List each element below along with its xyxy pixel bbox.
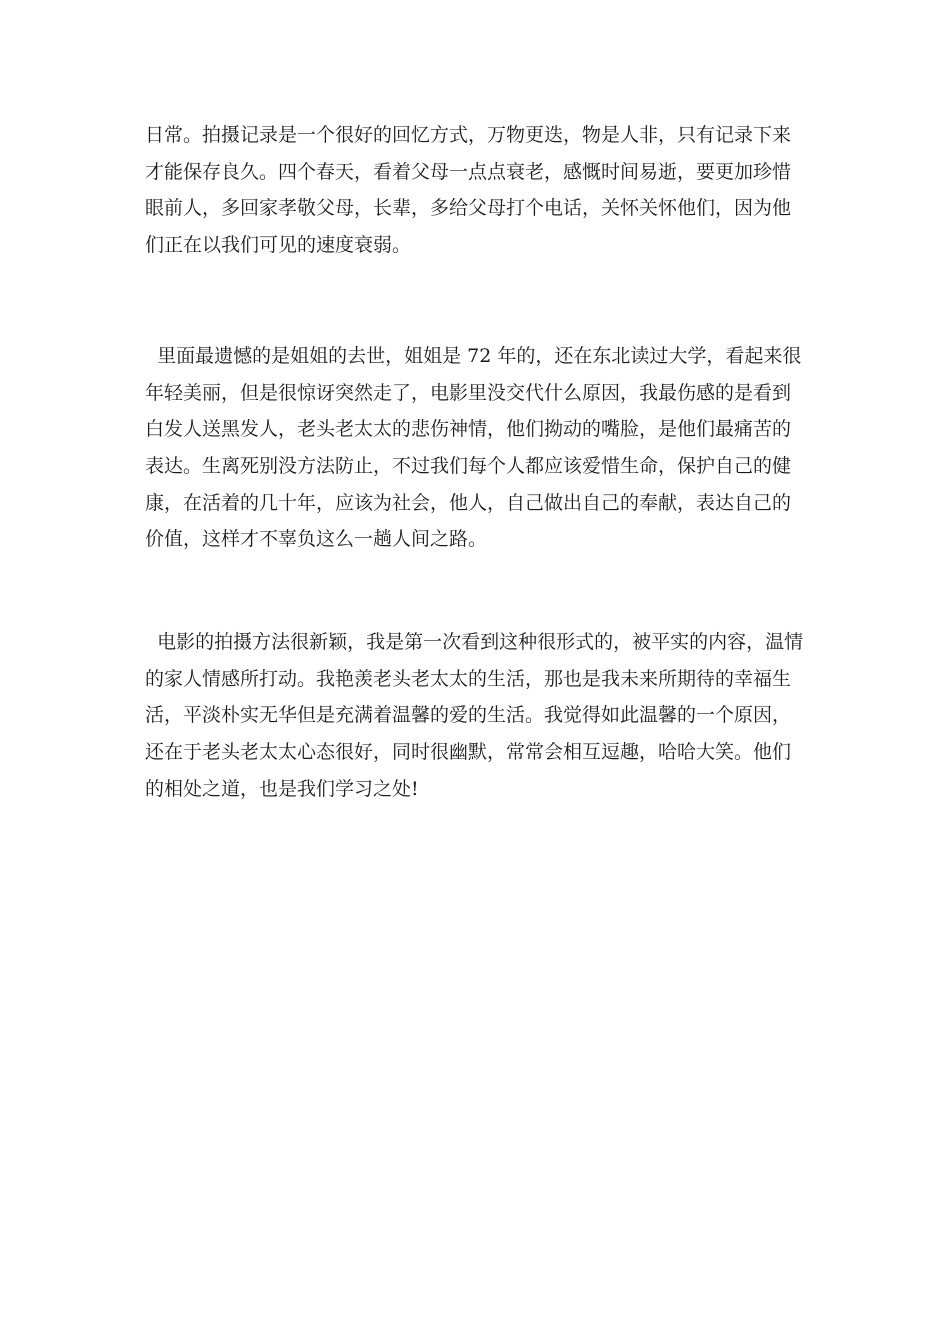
text-line: 康，在活着的几十年，应该为社会，他人，自己做出自己的奉献，表达自己的 <box>145 491 792 514</box>
paragraph-2 <box>145 338 815 558</box>
text-line: 电影的拍摄方法很新颖，我是第一次看到这种很形式的，被平实的内容，温情 <box>145 631 804 653</box>
text-line: 还在于老头老太太心态很好，同时很幽默，常常会相互逗趣，哈哈大笑。他们 <box>145 741 792 764</box>
text-line: 年轻美丽，但是很惊讶突然走了，电影里没交代什么原因，我最伤感的是看到 <box>145 381 792 404</box>
text-line: 们正在以我们可见的速度衰弱。 <box>145 234 412 257</box>
paragraph-1 <box>145 117 815 264</box>
text-line: 白发人送黑发人，老头老太太的悲伤神情，他们拗动的嘴脸，是他们最痛苦的 <box>145 418 792 441</box>
text-line: 眼前人，多回家孝敬父母，长辈，多给父母打个电话，关怀关怀他们，因为他 <box>145 197 792 220</box>
paragraph-3 <box>145 624 815 807</box>
text-line: 的家人情感所打动。我艳羡老头老太太的生活，那也是我未来所期待的幸福生 <box>145 667 792 690</box>
text-line: 的相处之道，也是我们学习之处! <box>145 777 419 800</box>
text-line: 里面最遗憾的是姐姐的去世，姐姐是 72 年的，还在东北读过大学，看起来很 <box>145 345 802 367</box>
text-line: 价值，这样才不辜负这么一趟人间之路。 <box>145 528 488 551</box>
text-line: 才能保存良久。四个春天，看着父母一点点衰老，感慨时间易逝，要更加珍惜 <box>145 160 792 183</box>
text-line: 表达。生离死别没方法防止，不过我们每个人都应该爱惜生命，保护自己的健 <box>145 455 792 478</box>
text-line: 日常。拍摄记录是一个很好的回忆方式，万物更迭，物是人非，只有记录下来 <box>145 124 792 146</box>
text-line: 活，平淡朴实无华但是充满着温馨的爱的生活。我觉得如此温馨的一个原因， <box>145 704 792 727</box>
